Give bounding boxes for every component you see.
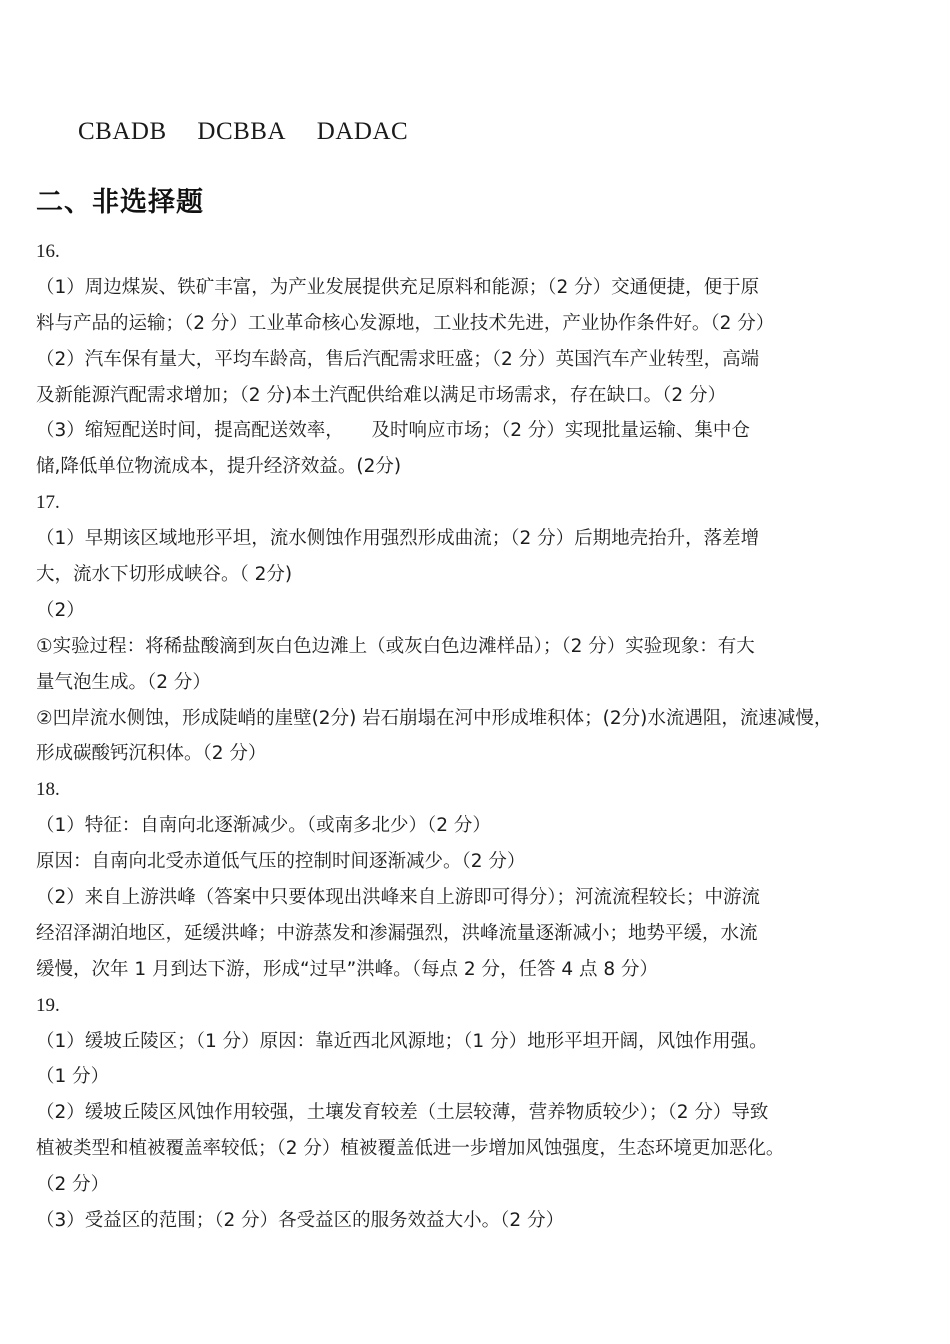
answer-line: 缓慢，次年 1 月到达下游，形成“过早”洪峰。（每点 2 分，任答 4 点 8 分）	[36, 958, 659, 980]
answer-group: DCBBA	[197, 118, 287, 145]
section-title: 二、非选择题	[36, 187, 204, 218]
answer-line: 及新能源汽配需求增加；（2 分)本土汽配供给难以满足市场需求，存在缺口。（2 分）	[36, 384, 727, 406]
answer-line: （2）汽车保有量大，平均车龄高，售后汽配需求旺盛；（2 分）英国汽车产业转型，高端	[36, 348, 760, 370]
answer-body	[36, 234, 908, 1239]
answer-line: （1）周边煤炭、铁矿丰富，为产业发展提供充足原料和能源；（2 分）交通便捷，便于原	[36, 276, 760, 298]
answer-line: （2）缓坡丘陵区风蚀作用较强，土壤发育较差（土层较薄，营养物质较少）；（2 分）导致	[36, 1102, 769, 1124]
question-number: 16.	[36, 241, 60, 262]
answer-line: （1）缓坡丘陵区；（1 分）原因：靠近西北风源地；（1 分）地形平坦开阔，风蚀作用强。	[36, 1030, 768, 1052]
answer-line: 量气泡生成。（2 分）	[36, 671, 211, 693]
answer-group: CBADB	[78, 118, 167, 145]
question-number: 17.	[36, 492, 60, 514]
answer-line: 原因：自南向北受赤道低气压的控制时间逐渐减少。（2 分）	[36, 851, 526, 873]
answer-line: （3）缩短配送时间，提高配送效率， 及时响应市场；（2 分）实现批量运输、集中仓	[36, 420, 750, 442]
answer-line: （2）	[36, 599, 85, 621]
answer-line: （1）早期该区域地形平坦，流水侧蚀作用强烈形成曲流；（2 分）后期地壳抬升，落差增	[36, 528, 760, 550]
answer-line: ②凹岸流水侧蚀，形成陡峭的崖壁(2分) 岩石崩塌在河中形成堆积体；(2分)水流遇阻，流速减慢，	[36, 707, 833, 729]
answer-line: 形成碳酸钙沉积体。（2 分）	[36, 743, 267, 765]
question-number: 18.	[36, 779, 60, 801]
multiple-choice-answers	[78, 118, 432, 146]
answer-line: （2）来自上游洪峰（答案中只要体现出洪峰来自上游即可得分）；河流流程较长；中游流	[36, 887, 761, 909]
answer-line: 植被类型和植被覆盖率较低；（2 分）植被覆盖低进一步增加风蚀强度，生态环境更加恶化。	[36, 1138, 785, 1160]
answer-line: （1）特征：自南向北逐渐减少。（或南多北少）（2 分）	[36, 815, 491, 837]
answer-line: 料与产品的运输；（2 分）工业革命核心发源地，工业技术先进，产业协作条件好。（2 分）	[36, 312, 775, 334]
question-number: 19.	[36, 994, 60, 1016]
answer-line: ①实验过程：将稀盐酸滴到灰白色边滩上（或灰白色边滩样品）；（2 分）实验现象：有大	[36, 635, 755, 657]
answer-group: DADAC	[316, 118, 409, 145]
answer-line: 经沼泽湖泊地区，延缓洪峰；中游蒸发和渗漏强烈，洪峰流量逐渐减小；地势平缓，水流	[36, 922, 758, 944]
answer-line: （2 分）	[36, 1174, 110, 1196]
answer-line: 大，流水下切形成峡谷。（ 2分)	[36, 564, 293, 586]
answer-line: （3）受益区的范围；（2 分）各受益区的服务效益大小。（2 分）	[36, 1210, 565, 1232]
answer-line: （1 分）	[36, 1066, 110, 1088]
answer-line: 储,降低单位物流成本，提升经济效益。(2分)	[36, 456, 402, 478]
